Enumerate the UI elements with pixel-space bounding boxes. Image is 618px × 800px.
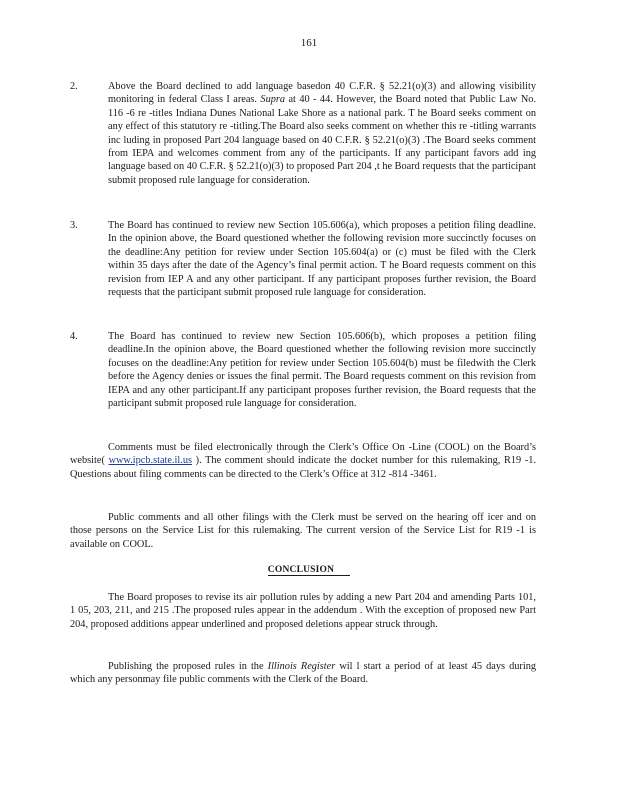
- public-comments-paragraph: [70, 511, 536, 551]
- item-number: 2.: [70, 81, 78, 92]
- item-number: 3.: [70, 220, 78, 231]
- board-website-link[interactable]: www.ipcb.state.il.us: [108, 455, 192, 467]
- item-text-start: Above the Board declined to add language basedon 40 C.F.R. § 52.21(o)(3) and allowing visibility monitoring in federal Class I areas.: [108, 81, 536, 106]
- conclusion-paragraph: [70, 591, 536, 631]
- publishing-paragraph: [70, 660, 536, 687]
- publishing-text-start: Publishing the proposed rules in the: [108, 661, 268, 672]
- conclusion-text: The Board proposes to revise its air pollution rules by adding a new Part 204 and amending Parts 101, 1 05, 203, 211, and 215 .The proposed rules appear in the addendum . With the exception of proposed new Part 204, proposed additions appear underlined and proposed deletions appear struck through.: [70, 592, 536, 630]
- comments-paragraph: [70, 441, 536, 481]
- comments-text-end: ). The comment should indicate the docket number for this rulemaking, R19 -1. Questions about filing comments can be directed to the Clerk’s Office at 312 -814 -3461.: [70, 455, 536, 480]
- item-number: 4.: [70, 331, 78, 342]
- item-text: The Board has continued to review new Section 105.606(a), which proposes a petition filing deadline. In the opinion above, the Board questioned whether the following revision more succinctly focuses on the deadline:Any petition for review under Section 105.604(a) or (c) must be filed with the Clerk within 35 days after the date of the Agency’s final permit action. T he Board requests comment on this revision from IEP A and any other participant. If any participant proposes further revision, the Board requests that the participant submit proposed rule language for consideration.: [108, 220, 536, 299]
- comments-text-start: Comments must be filed electronically through the Clerk’s Office On -Line (COOL) on the Board’s website(: [70, 442, 536, 467]
- item-text-end: at 40 - 44. However, the Board noted that Public Law No. 116 -6 re -titles Indiana Dunes National Lake Shore as a national park. T he Board seeks comment on any effect of this statutory re -titling.The Board also seeks comment on whether this re -titling warrants inc luding in proposed Part 204 language based on 40 C.F.R. § 52.21(o)(3) .The Board seeks comment from IEPA and welcomes comment from any of the participants. If any participant favors add ing language based on 40 C.F.R. § 52.21(o)(3) to proposed Part 204 ,t he Board requests that the participant submit proposed rule language for consideration.: [108, 94, 536, 186]
- item-text: The Board has continued to review new Section 105.606(b), which proposes a petition filing deadline.In the opinion above, the Board questioned whether the following revision more succinctly focuses on the deadline:Any petition for review under Section 105.604(b) must be filedwith the Clerk before the Agency denies or issues the final permit. The Board requests comment on this revision from IEPA and any other participant.If any participant proposes further revision, the Board requests that the participant submit proposed rule language for consideration.: [108, 331, 536, 410]
- public-comments-text: Public comments and all other filings with the Clerk must be served on the hearing off icer and on those persons on the Service List for this rulemaking. The current version of the Service List for R19 -1 is available on COOL.: [70, 512, 536, 550]
- conclusion-heading-text: CONCLUSION: [268, 565, 350, 576]
- publishing-text-end: wil l start a period of at least 45 days during which any personmay file public comments with the Clerk of the Board.: [70, 661, 536, 686]
- item-text: [108, 80, 536, 187]
- conclusion-heading: [0, 564, 618, 577]
- illinois-register-emphasis: Illinois Register: [267, 661, 336, 672]
- citation-emphasis: Supra: [260, 94, 286, 106]
- page-number: 161: [300, 37, 318, 49]
